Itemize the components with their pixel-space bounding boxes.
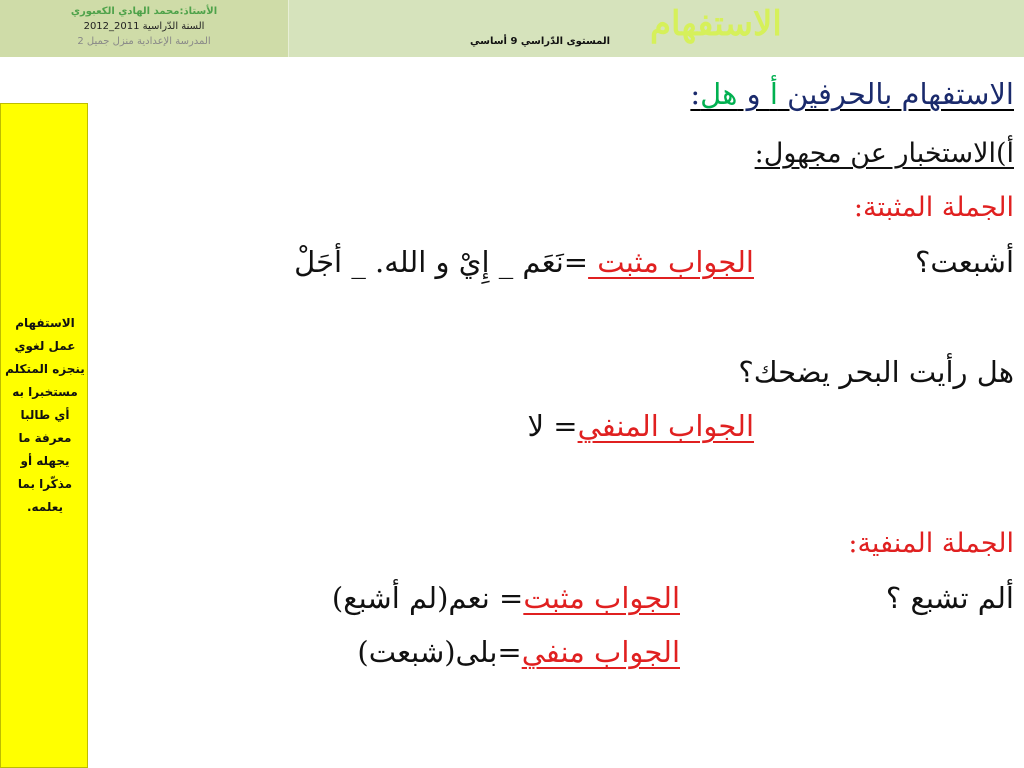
school-year: السنة الدّراسية 2011_2012	[83, 21, 205, 32]
answer-1-text: =نَعَم _ إِيْ و الله. _ أجَلْ	[294, 245, 589, 279]
answer-2-text: = لا	[527, 409, 578, 443]
question-1: أشبعت؟	[915, 245, 1014, 279]
heading-and: و	[737, 77, 770, 111]
answer-3b-label: الجواب منفي	[521, 635, 680, 669]
answer-1-label: الجواب مثبت	[588, 245, 754, 279]
grade-level: المستوى الدّراسي 9 أساسي	[470, 36, 611, 47]
section-a-heading: أ)الاستخبار عن مجهول:	[754, 138, 1014, 169]
answer-3b-text: =بلى(شبعت)	[357, 635, 522, 669]
answer-1	[294, 242, 754, 282]
teacher-name: الأستاذ:محمد الهادي الكعبوري	[70, 6, 218, 17]
heading-alif: أ	[769, 77, 778, 111]
answer-3	[332, 578, 680, 618]
positive-heading: الجملة المثبتة:	[853, 192, 1014, 223]
definition-sidebar	[0, 103, 88, 768]
answer-3b	[357, 632, 680, 672]
question-2: هل رأيت البحر يضحك؟	[738, 355, 1014, 389]
answer-3-label: الجواب مثبت	[523, 581, 680, 615]
question-3: ألم تشبع ؟	[885, 581, 1014, 615]
heading-hal: هل	[700, 77, 738, 111]
heading-colon: :	[690, 77, 701, 111]
heading-text: الاستفهام بالحرفين	[777, 77, 1014, 111]
answer-3-text: = نعم(لم أشبع)	[331, 581, 524, 615]
school-name: المدرسة الإعدادية منزل جميل 2	[77, 36, 211, 47]
lesson-heading	[690, 74, 1014, 114]
negative-heading: الجملة المنفية:	[848, 528, 1014, 559]
answer-2	[528, 406, 754, 446]
header-info-panel	[0, 0, 289, 57]
answer-2-label: الجواب المنفي	[577, 409, 754, 443]
slide-title: الاستفهام	[650, 4, 782, 44]
definition-text: الاستفهام عمل لغوي ينجزه المتكلم مستخبرا به أي طالبا معرفة ما يجهله أو مذكّرا بما يعلمه.	[5, 316, 85, 514]
header-bar	[0, 0, 1024, 57]
